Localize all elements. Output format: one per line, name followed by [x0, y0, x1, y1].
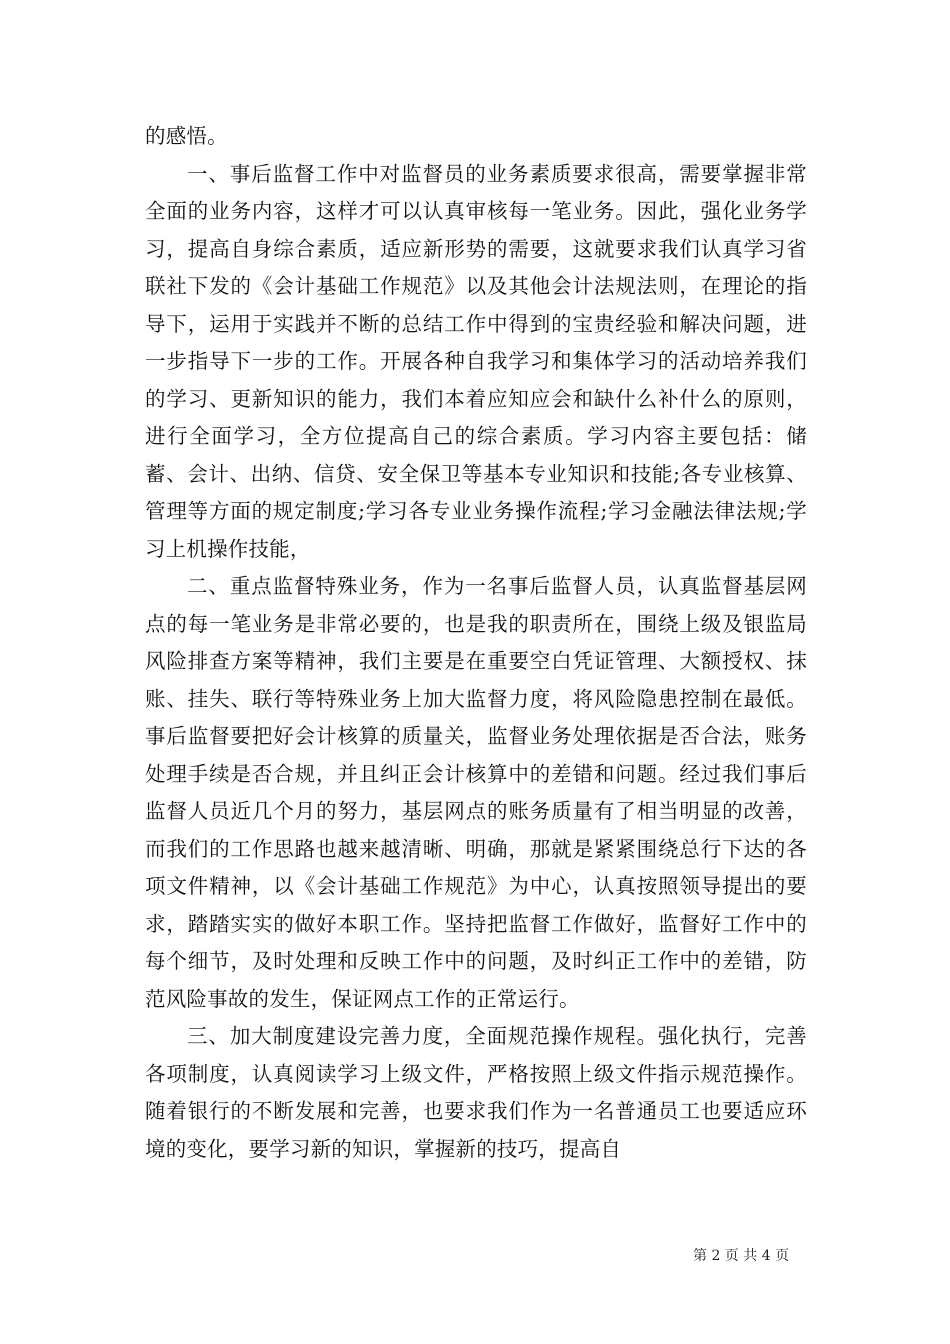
paragraph-section-three: 三、加大制度建设完善力度，全面规范操作规程。强化执行，完善各项制度，认真阅读学习上级文件，严格按照上级文件指示规范操作。随着银行的不断发展和完善，也要求我们作为一名普通员工也要适应环境的变化，要学习新的知识，掌握新的技巧，提高自 — [145, 1024, 807, 1161]
paragraph-continuation: 的感悟。 — [145, 124, 228, 148]
page-number-footer — [693, 1247, 789, 1265]
paragraph-section-two: 二、重点监督特殊业务，作为一名事后监督人员，认真监督基层网点的每一笔业务是非常必要的，也是我的职责所在，围绕上级及银监局风险排查方案等精神，我们主要是在重要空白凭证管理、大额授权、抹账、挂失、联行等特殊业务上加大监督力度，将风险隐患控制在最低。事后监督要把好会计核算的质量关，监督业务处理依据是否合法，账务处理手续是否合规，并且纠正会计核算中的差错和问题。经过我们事后监督人员近几个月的努力，基层网点的账务质量有了相当明显的改善，而我们的工作思路也越来越清晰、明确，那就是紧紧围绕总行下达的各项文件精神，以《会计基础工作规范》为中心，认真按照领导提出的要求，踏踏实实的做好本职工作。坚持把监督工作做好，监督好工作中的每个细节，及时处理和反映工作中的问题，及时纠正工作中的差错，防范风险事故的发生，保证网点工作的正常运行。 — [145, 574, 807, 1011]
paragraph-section-one: 一、事后监督工作中对监督员的业务素质要求很高，需要掌握非常全面的业务内容，这样才可以认真审核每一笔业务。因此，强化业务学习，提高自身综合素质，适应新形势的需要，这就要求我们认真学习省联社下发的《会计基础工作规范》以及其他会计法规法则，在理论的指导下，运用于实践并不断的总结工作中得到的宝贵经验和解决问题，进一步指导下一步的工作。开展各种自我学习和集体学习的活动培养我们的学习、更新知识的能力，我们本着应知应会和缺什么补什么的原则，进行全面学习，全方位提高自己的综合素质。学习内容主要包括：储蓄、会计、出纳、信贷、安全保卫等基本专业知识和技能;各专业核算、管理等方面的规定制度;学习各专业业务操作流程;学习金融法律法规;学习上机操作技能， — [145, 161, 807, 561]
page-indicator: 第 2 页 共 4 页 — [693, 1248, 790, 1264]
document-body — [145, 118, 807, 1168]
